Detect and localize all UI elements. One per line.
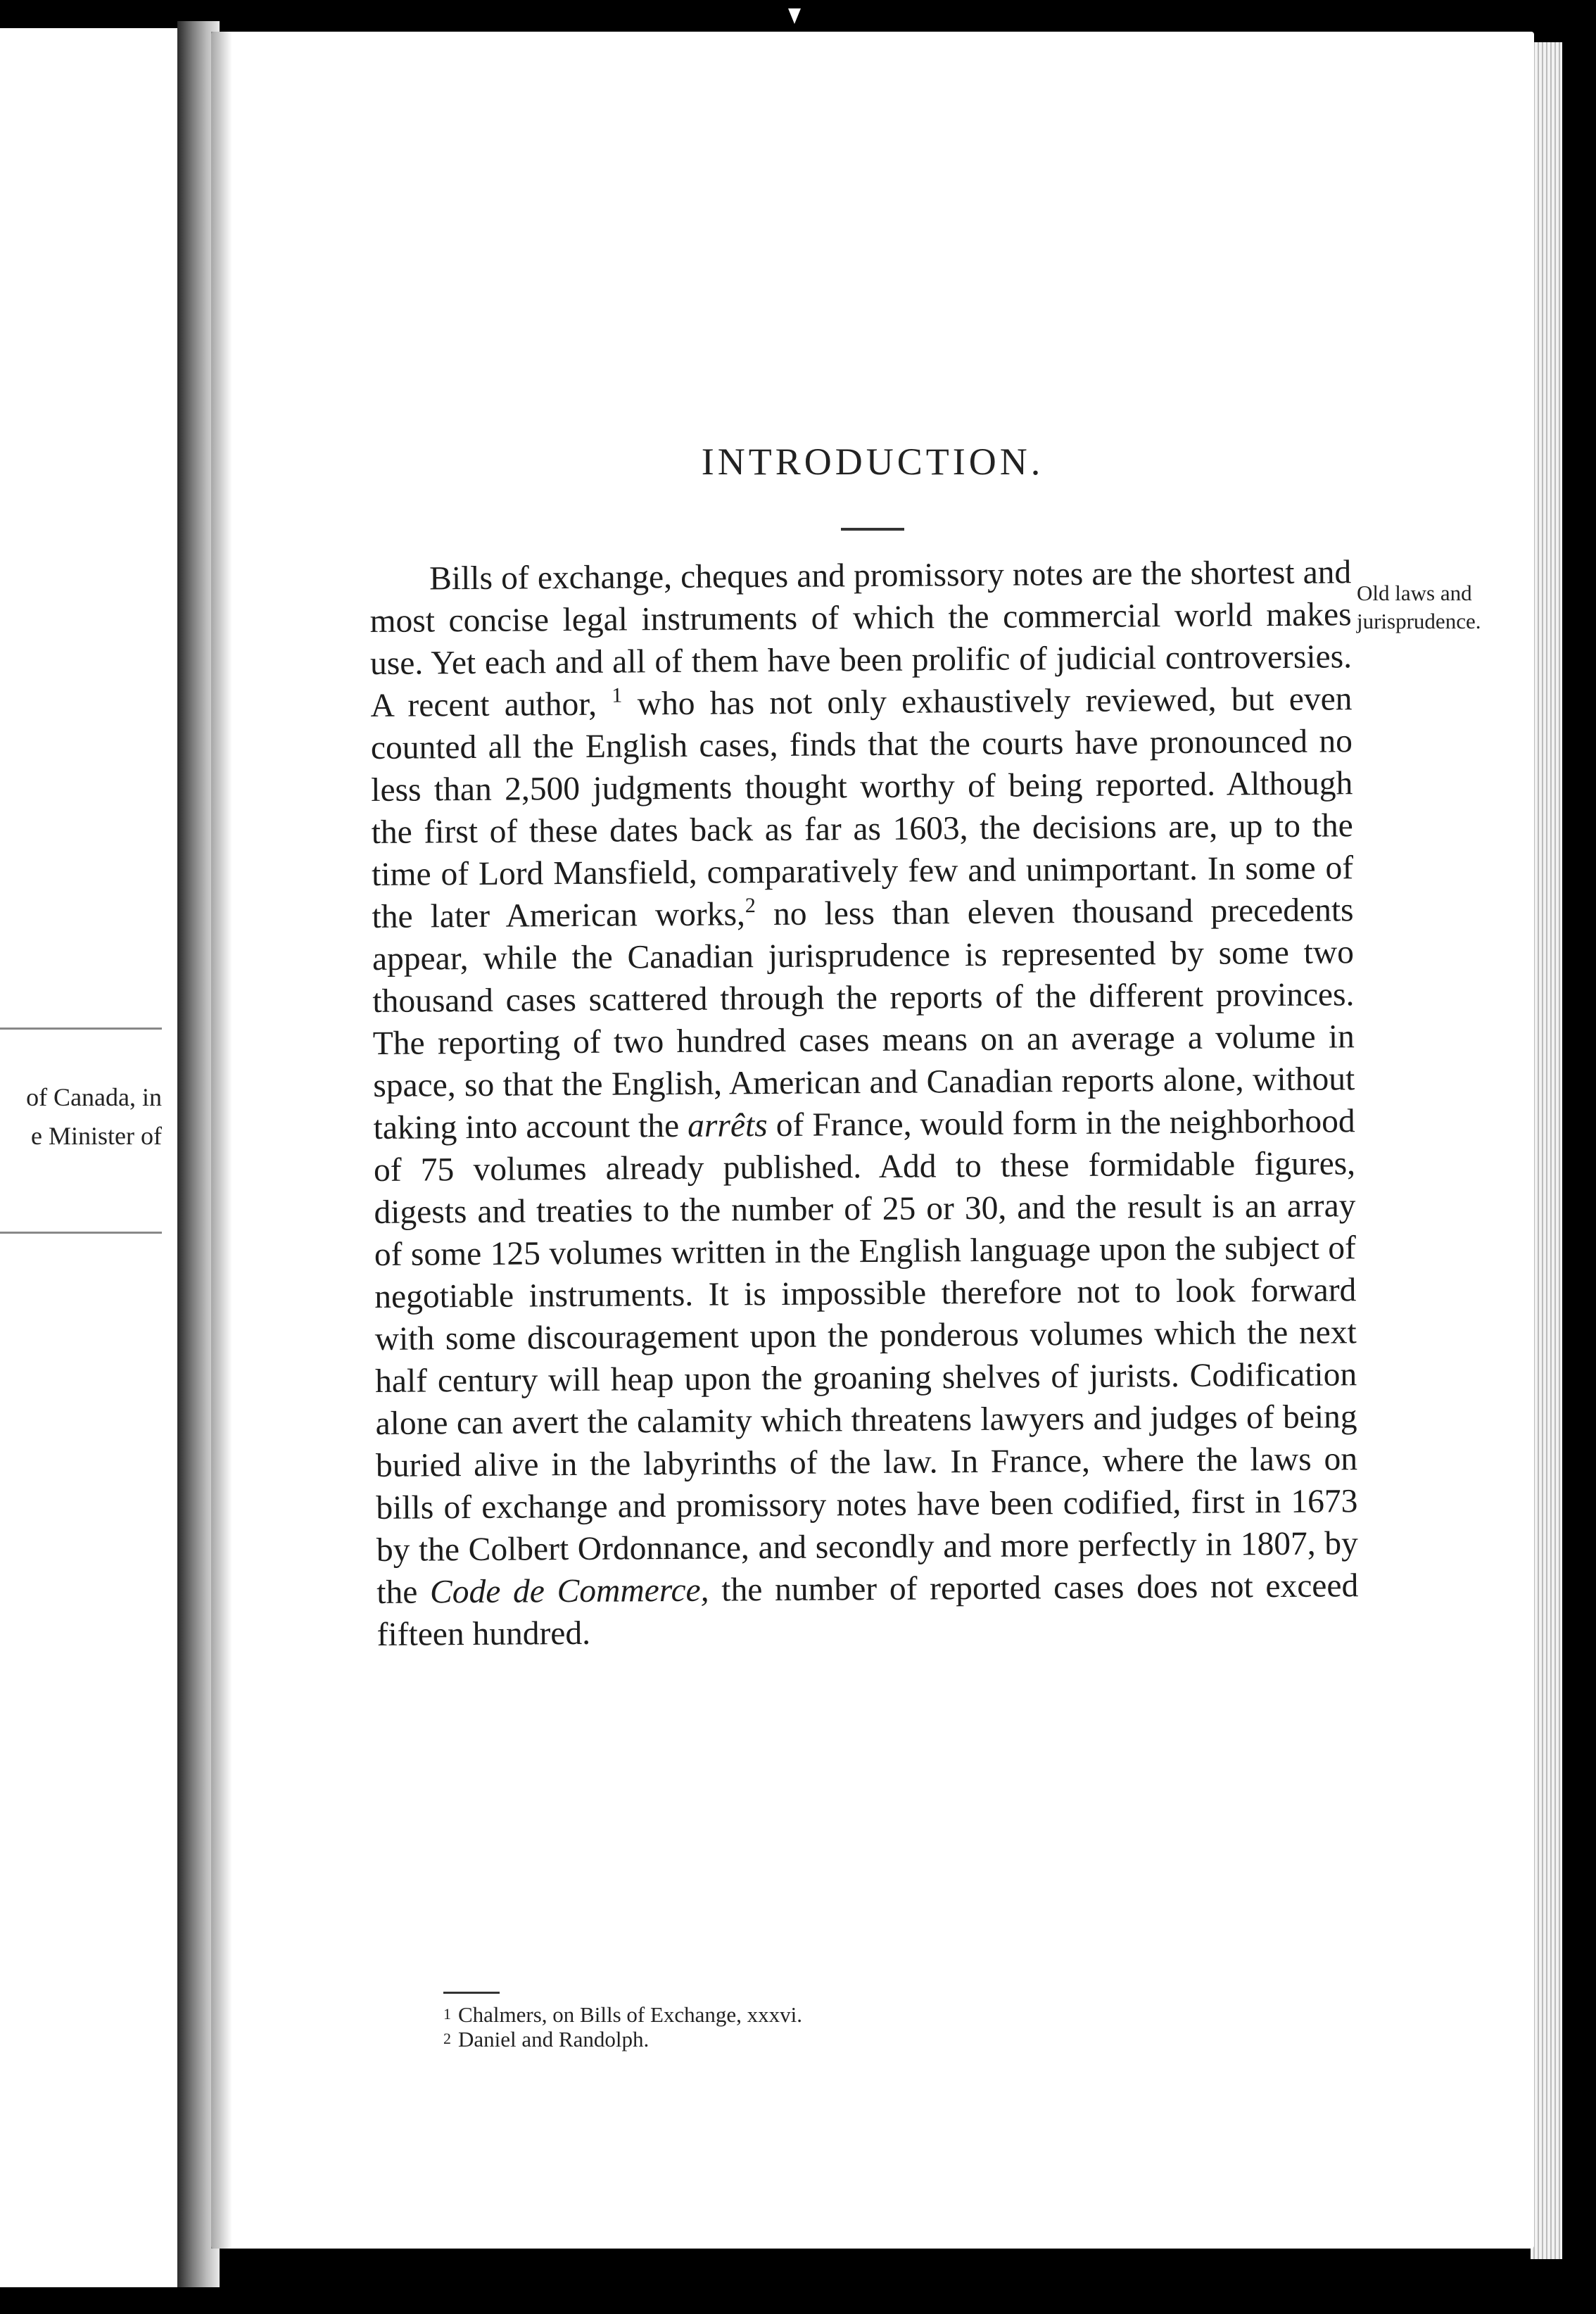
- margin-note-line-2: jurisprudence.: [1357, 609, 1481, 633]
- page-stack-edge: [1531, 42, 1562, 2259]
- facing-page-rule-top: [0, 1028, 162, 1030]
- facing-page-rule-bottom: [0, 1232, 162, 1234]
- body-segment-2: who has not only exhaustively reviewed, but even counted all the English cases, finds that the courts have pronounced no less than 2,500 judgments thought worthy of being reported. Although the first of these dates back as far as 1603, the decisions are, up to the time of Lord Mansfield, comparatively few and unimportant. In some of the later American works,: [370, 681, 1354, 935]
- footnote-text: Daniel and Randolph.: [458, 2027, 650, 2051]
- facing-page-fragment-2: e Minister of: [31, 1122, 162, 1150]
- footnote-mark: 1: [443, 2005, 451, 2023]
- page-binding-shadow: [211, 32, 232, 2249]
- footnote-text: Chalmers, on Bills of Exchange, xxxvi.: [458, 2002, 803, 2027]
- page-title: INTRODUCTION.: [701, 441, 1044, 483]
- footnote-rule: [443, 1992, 500, 1994]
- margin-note-line-1: Old laws and: [1357, 581, 1472, 605]
- footnote-1: [443, 2002, 1077, 2027]
- body-paragraph: [369, 551, 1359, 1656]
- body-segment-5: the number of reported cases does not exceed fifteen hundred.: [376, 1567, 1359, 1653]
- body-segment-4: of France, would form in the neighborhood of 75 volumes already published. Add to these formidable figures, digests and treaties to the number of 25 or 30, and the result is an array of some 125 volumes written in the English language upon the subject of negotiable instruments. It is impossible therefore not to look forward with some discouragement upon the ponderous volumes which the next half century will heap upon the groaning shelves of jurists. Codification alone can avert the calamity which threatens lawyers and judges of being buried alive in the labyrinths of the law. In France, where the laws on bills of exchange and promissory notes have been codified, first in 1673 by the Colbert Ordonnance, and secondly and more perfectly in 1807, by the: [373, 1103, 1358, 1611]
- footnote-ref-1: 1: [612, 683, 623, 707]
- footnote-mark: 2: [443, 2030, 451, 2047]
- facing-page-fragment-1: of Canada, in: [26, 1083, 162, 1111]
- body-segment-3: no less than eleven thousand precedents appear, while the Canadian jurisprudence is represented by some two thousand cases scattered through the reports of the different provinces. The reporting of two hundred cases means on an average a volume in space, so that the English, American and Canadian reports alone, without taking into account the: [372, 892, 1355, 1146]
- footnote-ref-2: 2: [745, 894, 756, 918]
- facing-page: [0, 28, 183, 2287]
- body-italic-arrets: arrêts: [688, 1107, 768, 1144]
- footnotes: [443, 2002, 1077, 2051]
- footnote-2: [443, 2027, 1077, 2051]
- body-segment-1: Bills of exchange, cheques and promissory notes are the shortest and most concise legal instruments of which the commercial world makes use. Yet each and all of them have been prolific of judicial controversies. A recent author,: [369, 554, 1353, 724]
- body-italic-code-de-commerce: Code de Commerce,: [429, 1572, 709, 1611]
- margin-note: [1357, 579, 1533, 636]
- title-rule: [841, 528, 904, 531]
- book-page: [211, 32, 1534, 2249]
- scan-marker-icon: [788, 8, 801, 24]
